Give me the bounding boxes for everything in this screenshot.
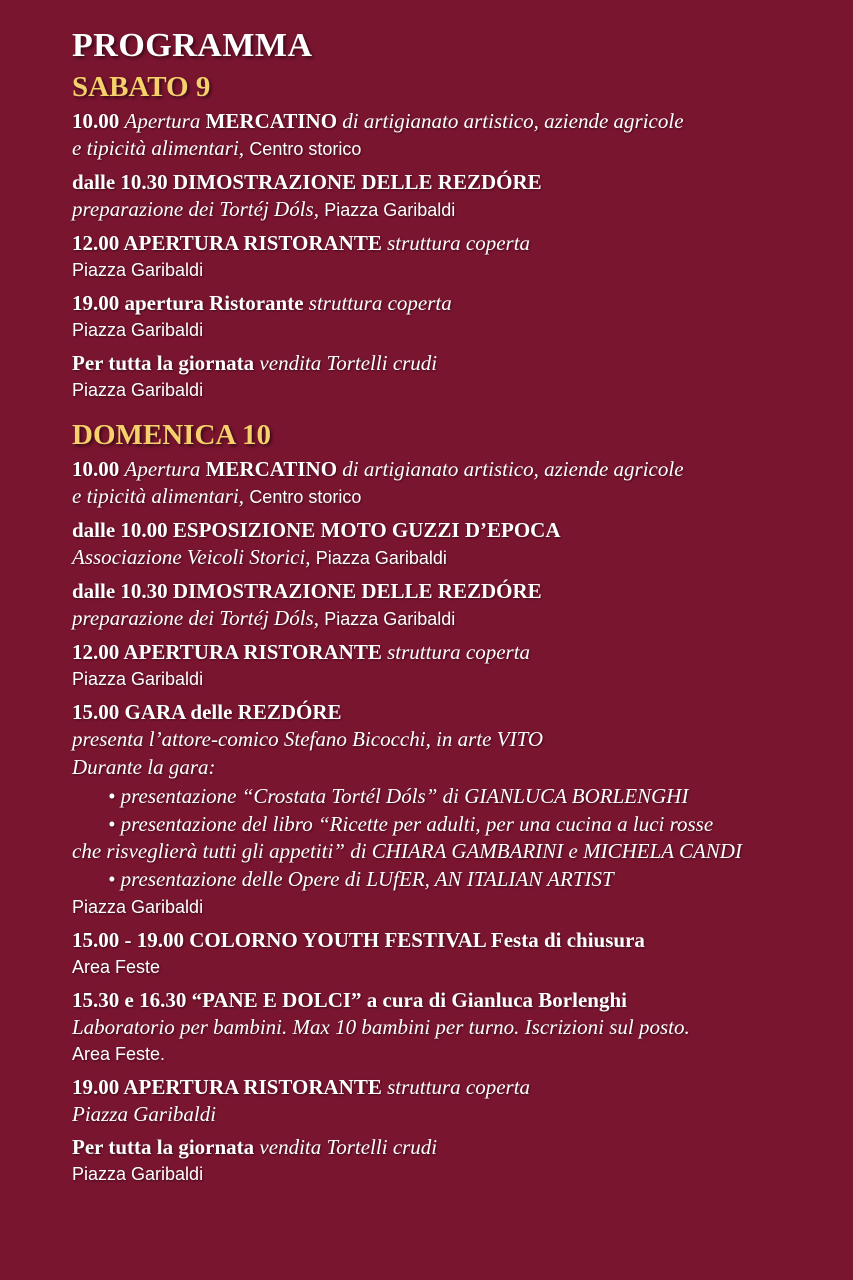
list-item: • presentazione “Crostata Tortél Dóls” di GIANLUCA BORLENGHI bbox=[108, 784, 689, 808]
event-item: 15.00 GARA delle REZDÓRE presenta l’attore-comico Stefano Bicocchi, in arte VITO Durante la gara: • presentazione “Crostata Tortél Dóls” di GIANLUCA BORLENGHI • presentazione del libro “Ricette per adulti, per una cucina a luci rosse che risveglierà tutti gli appetiti” di CHIARA GAMBARINI e MICHELA CANDI • presentazione delle Opere di LUfER, AN ITALIAN ARTIST Piazza Garibaldi bbox=[72, 699, 813, 921]
page-title: PROGRAMMA bbox=[72, 27, 313, 64]
event-item: 15.00 - 19.00 COLORNO YOUTH FESTIVAL Festa di chiusura Area Feste bbox=[72, 928, 645, 977]
event-item: 19.00 APERTURA RISTORANTE struttura coperta Piazza Garibaldi bbox=[72, 1075, 531, 1126]
event-item: 12.00 APERTURA RISTORANTE struttura coperta Piazza Garibaldi bbox=[72, 231, 531, 280]
list-item: • presentazione delle Opere di LUfER, AN ITALIAN ARTIST bbox=[108, 867, 614, 891]
event-item: dalle 10.30 DIMOSTRAZIONE DELLE REZDÓRE preparazione dei Tortéj Dóls, Piazza Garibaldi bbox=[72, 579, 542, 630]
event-item: 15.30 e 16.30 “PANE E DOLCI” a cura di Gianluca Borlenghi Laboratorio per bambini. Max 10 bambini per turno. Iscrizioni sul posto. Area Feste. bbox=[72, 988, 690, 1064]
day-heading-sunday: DOMENICA 10 bbox=[72, 419, 271, 451]
list-item: • presentazione del libro “Ricette per adulti, per una cucina a luci rosse bbox=[108, 812, 714, 836]
event-item: 10.00 Apertura MERCATINO di artigianato artistico, aziende agricole e tipicità alimentari, Centro storico bbox=[72, 457, 684, 508]
event-item: 19.00 apertura Ristorante struttura coperta Piazza Garibaldi bbox=[72, 291, 452, 340]
event-item: dalle 10.30 DIMOSTRAZIONE DELLE REZDÓRE preparazione dei Tortéj Dóls, Piazza Garibaldi bbox=[72, 170, 542, 221]
day-heading-saturday: SABATO 9 bbox=[72, 71, 211, 103]
event-item: Per tutta la giornata vendita Tortelli crudi Piazza Garibaldi bbox=[72, 351, 438, 400]
list-item: che risveglierà tutti gli appetiti” di CHIARA GAMBARINI e MICHELA CANDI bbox=[72, 839, 742, 863]
event-item: Per tutta la giornata vendita Tortelli crudi Piazza Garibaldi bbox=[72, 1135, 438, 1184]
event-item: 10.00 Apertura MERCATINO di artigianato artistico, aziende agricole e tipicità alimentari, Centro storico bbox=[72, 109, 684, 160]
event-item: 12.00 APERTURA RISTORANTE struttura coperta Piazza Garibaldi bbox=[72, 640, 531, 689]
event-item: dalle 10.00 ESPOSIZIONE MOTO GUZZI D’EPOCA Associazione Veicoli Storici, Piazza Garibaldi bbox=[72, 518, 561, 569]
